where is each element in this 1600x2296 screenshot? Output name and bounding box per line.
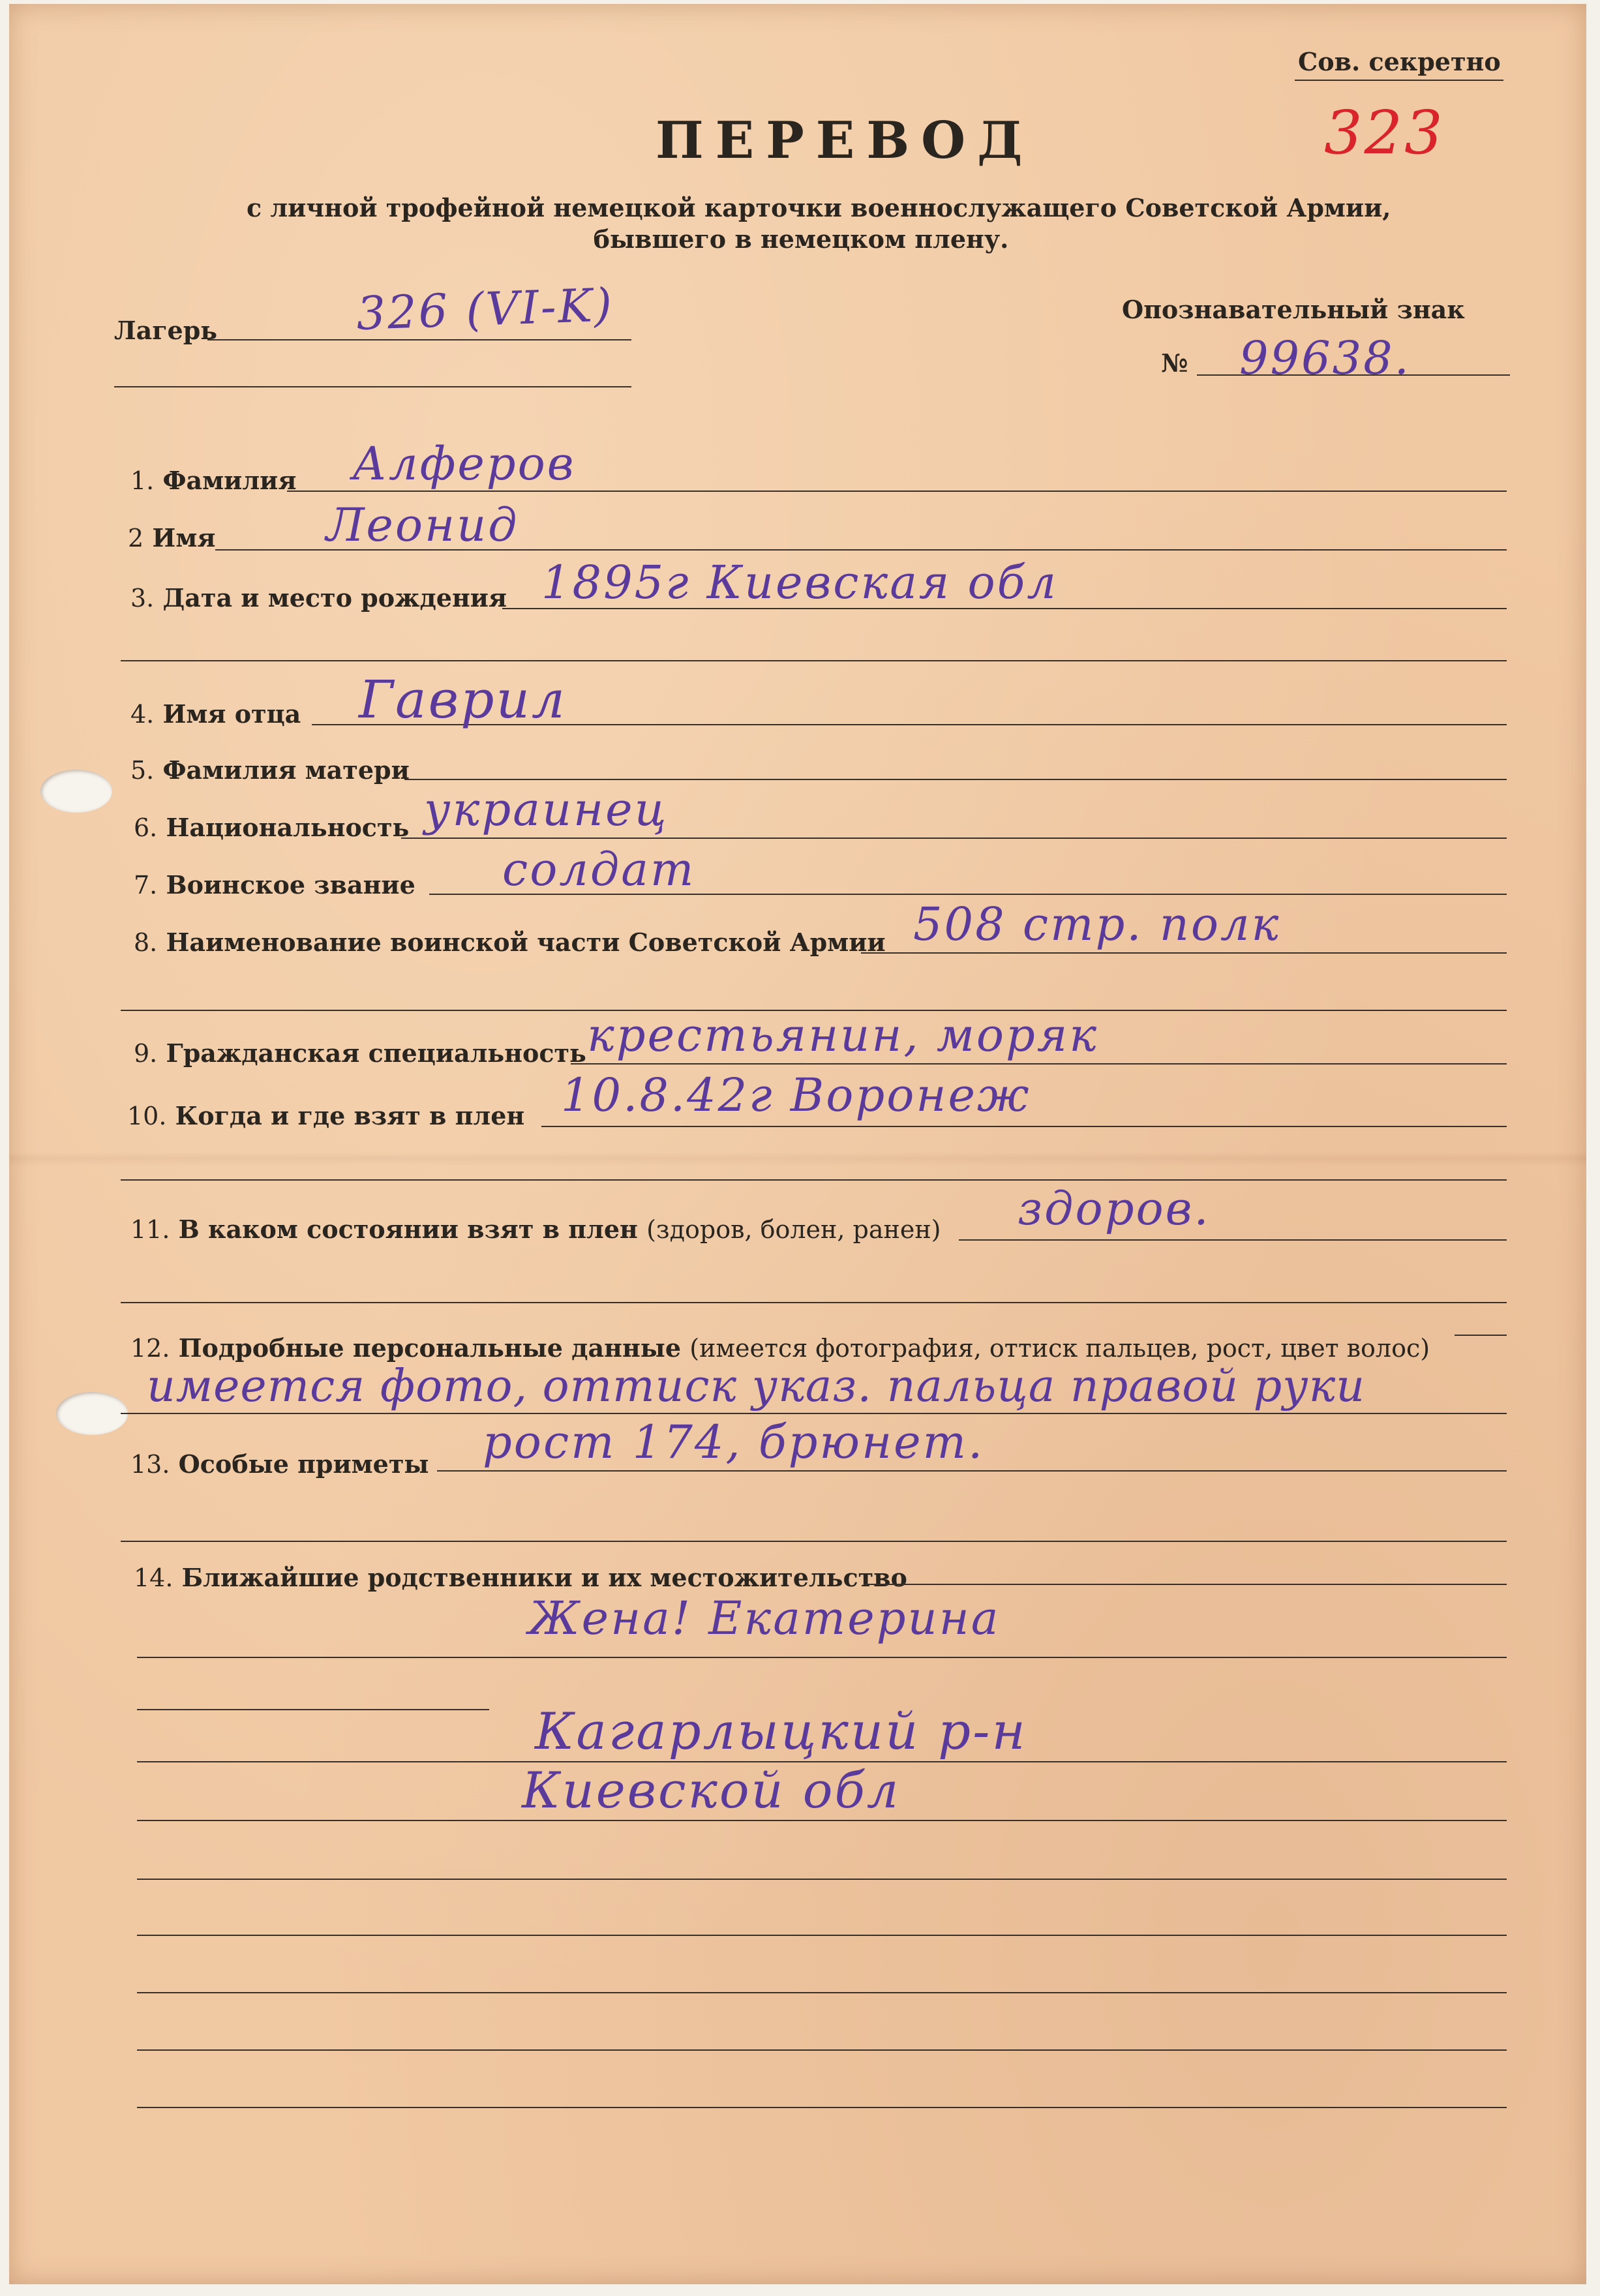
- field-3-label: 3. Дата и место рождения: [130, 583, 507, 612]
- classification-label: Сов. секретно: [1298, 47, 1501, 76]
- field-9-label: 9. Гражданская специальность: [134, 1038, 586, 1068]
- field-5-label: 5. Фамилия матери: [130, 755, 410, 785]
- subtitle-line1: с личной трофейной немецкой карточки военнослужащего Советской Армии,: [247, 193, 1391, 222]
- subtitle-line2: бывшего в немецком плену.: [593, 224, 1009, 254]
- field-14-value: Жена! Екатерина: [528, 1592, 1001, 1645]
- field-6-value: украинец: [424, 783, 669, 836]
- field-1-label: 1. Фамилия: [130, 466, 297, 495]
- id-tag-label: Опознавательный знак: [1122, 295, 1465, 324]
- field-9-value: крестьянин, моряк: [587, 1008, 1099, 1062]
- field-2-label: 2 Имя: [128, 523, 216, 552]
- field-8-value: 508 стр. полк: [913, 898, 1281, 951]
- id-tag-value: 99638.: [1239, 331, 1411, 385]
- field-14-label: 14. Ближайшие родственники и их местожительство: [134, 1563, 907, 1592]
- field-7-value: солдат: [502, 843, 696, 896]
- id-tag-no-label: №: [1161, 348, 1188, 378]
- field-7-label: 7. Воинское звание: [134, 870, 415, 899]
- field-13-value: рост 174, брюнет.: [483, 1415, 985, 1469]
- relatives-address-line2: Киевской обл: [522, 1761, 901, 1819]
- field-11-label: 11. В каком состоянии взят в плен (здоров, болен, ранен): [130, 1215, 941, 1244]
- field-6-label: 6. Национальность: [134, 813, 410, 842]
- field-10-value: 10.8.42г Воронеж: [561, 1068, 1031, 1122]
- field-11-value: здоров.: [1018, 1182, 1211, 1235]
- field-13-label: 13. Особые приметы: [130, 1449, 429, 1479]
- field-12-value: имеется фото, оттиск указ. пальца правой руки: [147, 1361, 1366, 1412]
- field-3-value: 1895г Киевская обл: [541, 556, 1058, 609]
- field-1-value: Алферов: [352, 437, 576, 491]
- field-8-label: 8. Наименование воинской части Советской Армии: [134, 928, 886, 957]
- field-2-value: Леонид: [326, 498, 519, 552]
- camp-label: Лагерь: [114, 316, 218, 345]
- field-4-value: Гаврил: [359, 669, 567, 730]
- camp-value: 326 (VI-K): [355, 278, 615, 340]
- field-12-label: 12. Подробные персональные данные (имеется фотография, оттиск пальцев, рост, цвет волос): [130, 1333, 1430, 1363]
- relatives-address-line1: Кагарлыцкий р-н: [535, 1702, 1027, 1761]
- field-4-label: 4. Имя отца: [130, 699, 301, 729]
- punch-hole-bottom: [56, 1392, 128, 1435]
- punch-hole-top: [40, 770, 112, 813]
- stamp-number: 323: [1324, 98, 1445, 168]
- field-10-label: 10. Когда и где взят в плен: [127, 1101, 525, 1130]
- page-title: ПЕРЕВОД: [656, 111, 1034, 170]
